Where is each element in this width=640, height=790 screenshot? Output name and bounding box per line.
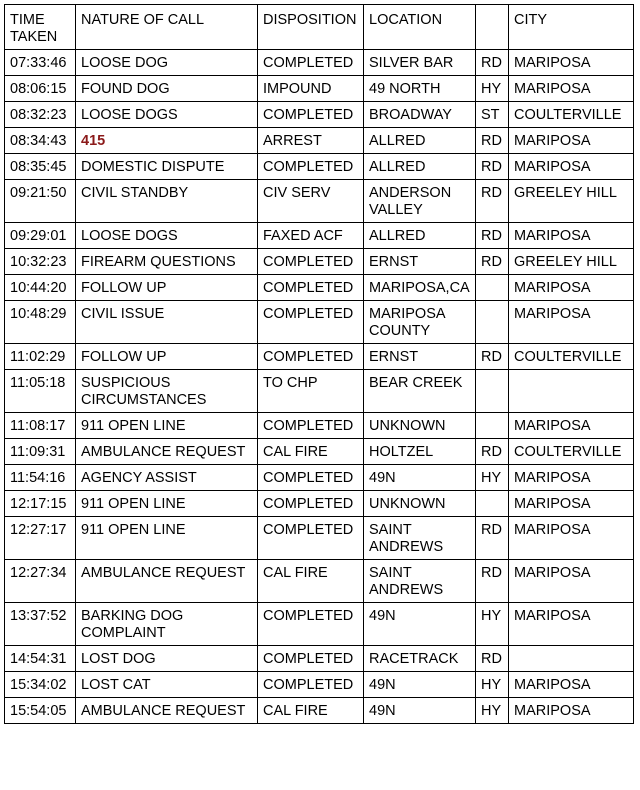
cell-location: ALLRED xyxy=(364,223,476,249)
cell-street-suffix xyxy=(476,301,509,344)
cell-location: 49N xyxy=(364,465,476,491)
cell-time: 10:32:23 xyxy=(5,249,76,275)
table-row xyxy=(5,249,634,275)
table-row xyxy=(5,370,634,413)
table-row xyxy=(5,465,634,491)
table-row xyxy=(5,439,634,465)
cell-city: GREELEY HILL xyxy=(509,180,634,223)
cell-time: 08:32:23 xyxy=(5,102,76,128)
header-location: LOCATION xyxy=(364,5,476,50)
cell-nature-of-call: AMBULANCE REQUEST xyxy=(76,560,258,603)
cell-city: MARIPOSA xyxy=(509,517,634,560)
cell-location: UNKNOWN xyxy=(364,491,476,517)
cell-location: ERNST xyxy=(364,249,476,275)
cell-location: 49N xyxy=(364,672,476,698)
cell-location: SAINT ANDREWS xyxy=(364,517,476,560)
cell-nature-of-call: 911 OPEN LINE xyxy=(76,491,258,517)
cell-location: ERNST xyxy=(364,344,476,370)
cell-time: 10:48:29 xyxy=(5,301,76,344)
cell-nature-of-call: CIVIL ISSUE xyxy=(76,301,258,344)
cell-city: MARIPOSA xyxy=(509,223,634,249)
cell-location: UNKNOWN xyxy=(364,413,476,439)
table-row xyxy=(5,517,634,560)
cell-location: MARIPOSA,CA xyxy=(364,275,476,301)
cell-location: 49 NORTH xyxy=(364,76,476,102)
cell-location: 49N xyxy=(364,603,476,646)
cell-time: 11:09:31 xyxy=(5,439,76,465)
cell-street-suffix: RD xyxy=(476,50,509,76)
cell-disposition: CAL FIRE xyxy=(258,698,364,724)
cell-time: 08:34:43 xyxy=(5,128,76,154)
cell-street-suffix: RD xyxy=(476,223,509,249)
cell-city: MARIPOSA xyxy=(509,76,634,102)
cell-street-suffix: HY xyxy=(476,672,509,698)
table-row xyxy=(5,560,634,603)
cell-location: SILVER BAR xyxy=(364,50,476,76)
cell-disposition: COMPLETED xyxy=(258,672,364,698)
cell-nature-of-call: LOST DOG xyxy=(76,646,258,672)
cell-city: MARIPOSA xyxy=(509,465,634,491)
cell-city: GREELEY HILL xyxy=(509,249,634,275)
cell-disposition: COMPLETED xyxy=(258,646,364,672)
cell-disposition: TO CHP xyxy=(258,370,364,413)
cell-time: 14:54:31 xyxy=(5,646,76,672)
cell-disposition: COMPLETED xyxy=(258,344,364,370)
cell-city: COULTERVILLE xyxy=(509,439,634,465)
cell-street-suffix xyxy=(476,413,509,439)
cell-time: 15:54:05 xyxy=(5,698,76,724)
header-nature-of-call: NATURE OF CALL xyxy=(76,5,258,50)
cell-nature-of-call: BARKING DOG COMPLAINT xyxy=(76,603,258,646)
header-city: CITY xyxy=(509,5,634,50)
cell-street-suffix: RD xyxy=(476,517,509,560)
cell-city xyxy=(509,646,634,672)
cell-time: 12:17:15 xyxy=(5,491,76,517)
cell-nature-of-call: SUSPICIOUS CIRCUMSTANCES xyxy=(76,370,258,413)
cell-city: MARIPOSA xyxy=(509,154,634,180)
cell-city: COULTERVILLE xyxy=(509,344,634,370)
cell-street-suffix: RD xyxy=(476,344,509,370)
cell-street-suffix: RD xyxy=(476,128,509,154)
cell-city: MARIPOSA xyxy=(509,672,634,698)
cell-disposition: COMPLETED xyxy=(258,465,364,491)
cell-location: ALLRED xyxy=(364,128,476,154)
cell-disposition: COMPLETED xyxy=(258,517,364,560)
table-row xyxy=(5,76,634,102)
cell-nature-of-call: AGENCY ASSIST xyxy=(76,465,258,491)
cell-street-suffix: HY xyxy=(476,465,509,491)
cell-time: 15:34:02 xyxy=(5,672,76,698)
cell-street-suffix: RD xyxy=(476,180,509,223)
cell-nature-of-call: LOOSE DOGS xyxy=(76,102,258,128)
cell-location: SAINT ANDREWS xyxy=(364,560,476,603)
cell-nature-of-call: FIREARM QUESTIONS xyxy=(76,249,258,275)
cell-street-suffix: RD xyxy=(476,646,509,672)
cell-location: ANDERSON VALLEY xyxy=(364,180,476,223)
call-rows xyxy=(5,50,634,724)
cell-nature-of-call: LOST CAT xyxy=(76,672,258,698)
table-row xyxy=(5,275,634,301)
cell-city: MARIPOSA xyxy=(509,275,634,301)
cell-time: 08:35:45 xyxy=(5,154,76,180)
cell-disposition: COMPLETED xyxy=(258,50,364,76)
header-time-taken: TIME TAKEN xyxy=(5,5,76,50)
cell-city xyxy=(509,370,634,413)
cell-disposition: ARREST xyxy=(258,128,364,154)
cell-street-suffix: HY xyxy=(476,603,509,646)
cell-time: 11:02:29 xyxy=(5,344,76,370)
cell-nature-of-call: FOUND DOG xyxy=(76,76,258,102)
cell-location: ALLRED xyxy=(364,154,476,180)
table-row xyxy=(5,223,634,249)
cell-time: 12:27:34 xyxy=(5,560,76,603)
cell-city: MARIPOSA xyxy=(509,698,634,724)
cell-street-suffix: RD xyxy=(476,154,509,180)
table-row xyxy=(5,50,634,76)
header-row xyxy=(5,5,634,50)
cell-street-suffix: RD xyxy=(476,560,509,603)
cell-time: 11:08:17 xyxy=(5,413,76,439)
cell-location: BROADWAY xyxy=(364,102,476,128)
header-street-suffix xyxy=(476,5,509,50)
cell-time: 09:21:50 xyxy=(5,180,76,223)
cell-city: MARIPOSA xyxy=(509,603,634,646)
cell-location: 49N xyxy=(364,698,476,724)
table-row xyxy=(5,413,634,439)
cell-disposition: IMPOUND xyxy=(258,76,364,102)
cell-time: 11:05:18 xyxy=(5,370,76,413)
cell-street-suffix: HY xyxy=(476,76,509,102)
cell-city: MARIPOSA xyxy=(509,413,634,439)
cell-city: MARIPOSA xyxy=(509,560,634,603)
cell-disposition: CAL FIRE xyxy=(258,439,364,465)
cell-nature-of-call: LOOSE DOG xyxy=(76,50,258,76)
cell-street-suffix xyxy=(476,275,509,301)
cell-nature-of-call: AMBULANCE REQUEST xyxy=(76,439,258,465)
cell-time: 08:06:15 xyxy=(5,76,76,102)
cell-disposition: FAXED ACF xyxy=(258,223,364,249)
cell-city: MARIPOSA xyxy=(509,301,634,344)
cell-nature-of-call: FOLLOW UP xyxy=(76,344,258,370)
cell-nature-of-call: CIVIL STANDBY xyxy=(76,180,258,223)
cell-nature-of-call: DOMESTIC DISPUTE xyxy=(76,154,258,180)
table-row xyxy=(5,154,634,180)
cell-time: 09:29:01 xyxy=(5,223,76,249)
table-row xyxy=(5,698,634,724)
cell-city: MARIPOSA xyxy=(509,491,634,517)
cell-disposition: CIV SERV xyxy=(258,180,364,223)
cell-location: MARIPOSA COUNTY xyxy=(364,301,476,344)
cell-time: 13:37:52 xyxy=(5,603,76,646)
cell-nature-of-call: 911 OPEN LINE xyxy=(76,517,258,560)
cell-nature-of-call: FOLLOW UP xyxy=(76,275,258,301)
table-row xyxy=(5,301,634,344)
table-row xyxy=(5,102,634,128)
cell-nature-of-call: 911 OPEN LINE xyxy=(76,413,258,439)
cell-city: MARIPOSA xyxy=(509,128,634,154)
cell-disposition: COMPLETED xyxy=(258,275,364,301)
cell-disposition: COMPLETED xyxy=(258,491,364,517)
cell-street-suffix: RD xyxy=(476,249,509,275)
cell-nature-of-call: AMBULANCE REQUEST xyxy=(76,698,258,724)
table-row xyxy=(5,491,634,517)
cell-disposition: COMPLETED xyxy=(258,102,364,128)
cell-time: 07:33:46 xyxy=(5,50,76,76)
cell-disposition: COMPLETED xyxy=(258,249,364,275)
table-row xyxy=(5,646,634,672)
table-row xyxy=(5,603,634,646)
cell-street-suffix: ST xyxy=(476,102,509,128)
cell-street-suffix xyxy=(476,370,509,413)
cell-location: RACETRACK xyxy=(364,646,476,672)
cell-city: MARIPOSA xyxy=(509,50,634,76)
cell-city: COULTERVILLE xyxy=(509,102,634,128)
header-disposition: DISPOSITION xyxy=(258,5,364,50)
cell-disposition: COMPLETED xyxy=(258,301,364,344)
call-log xyxy=(4,4,634,724)
table-row xyxy=(5,128,634,154)
cell-street-suffix: HY xyxy=(476,698,509,724)
cell-street-suffix: RD xyxy=(476,439,509,465)
table-row xyxy=(5,344,634,370)
table-row xyxy=(5,672,634,698)
call-log-table xyxy=(4,4,634,724)
cell-disposition: COMPLETED xyxy=(258,413,364,439)
cell-time: 10:44:20 xyxy=(5,275,76,301)
cell-disposition: CAL FIRE xyxy=(258,560,364,603)
cell-nature-of-call: LOOSE DOGS xyxy=(76,223,258,249)
cell-nature-of-call: 415 xyxy=(76,128,258,154)
cell-disposition: COMPLETED xyxy=(258,154,364,180)
cell-location: BEAR CREEK xyxy=(364,370,476,413)
cell-street-suffix xyxy=(476,491,509,517)
cell-time: 12:27:17 xyxy=(5,517,76,560)
cell-location: HOLTZEL xyxy=(364,439,476,465)
table-row xyxy=(5,180,634,223)
cell-disposition: COMPLETED xyxy=(258,603,364,646)
cell-time: 11:54:16 xyxy=(5,465,76,491)
